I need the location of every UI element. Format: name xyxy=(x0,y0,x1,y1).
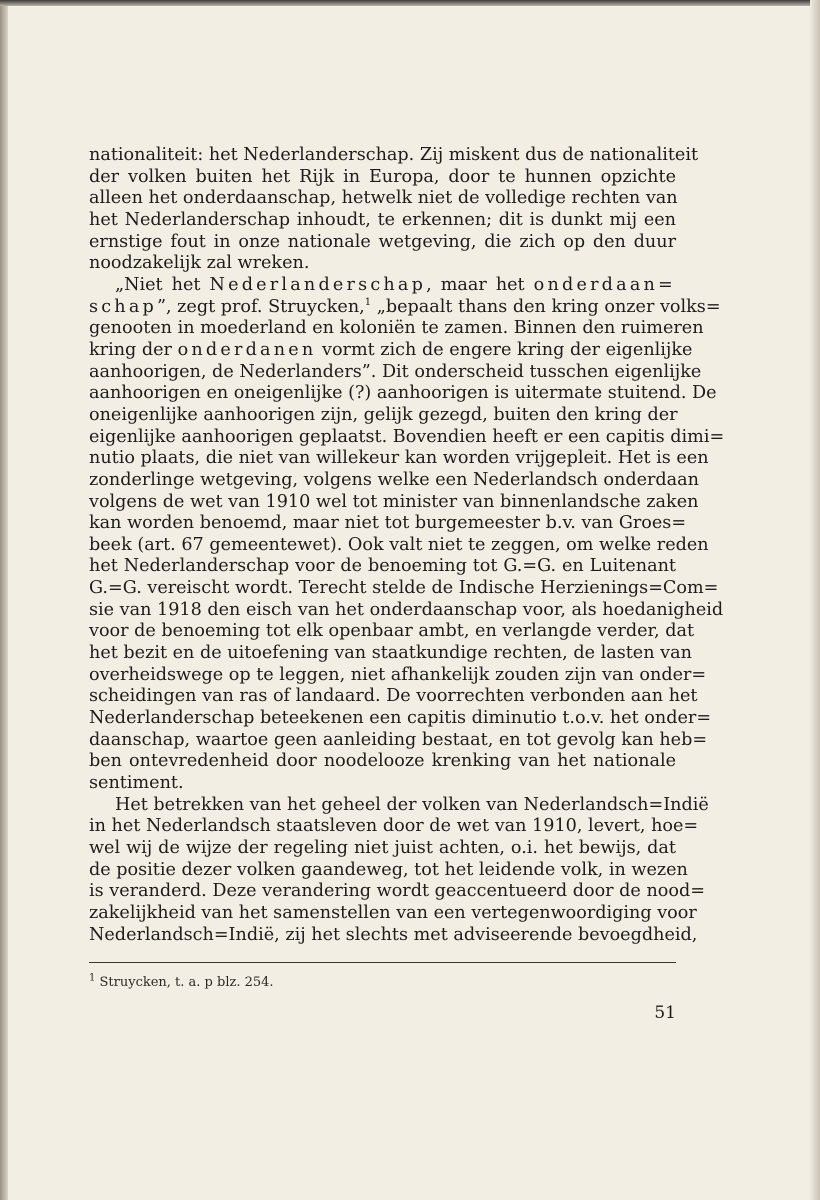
footnote-marker: 1 xyxy=(89,972,96,984)
text-line: sentiment. xyxy=(89,773,184,794)
text-line: genooten in moederland en koloniën te zamen. Binnen den ruimeren xyxy=(89,318,704,339)
text-line: nationaliteit: het Nederlanderschap. Zij miskent dus de nationaliteit xyxy=(89,145,699,165)
text-line: het Nederlanderschap voor de benoeming tot G.=G. en Luitenant xyxy=(89,556,676,577)
text-line: alleen het onderdaanschap, hetwelk niet de volledige rechten van xyxy=(89,188,678,209)
text-line: scheidingen van ras of landaard. De voorrechten verbonden aan het xyxy=(89,686,698,707)
footnote-reference: 1 xyxy=(364,296,372,308)
text-line: daanschap, waartoe geen aanleiding bestaat, en tot gevolg kan heb= xyxy=(89,729,708,750)
text-line: kan worden benoemd, maar niet tot burgemeester b.v. van Groes= xyxy=(89,513,687,534)
text-line: Nederlanderschap beteekenen een capitis diminutio t.o.v. het onder= xyxy=(89,708,712,729)
footnote xyxy=(89,972,274,990)
text-line xyxy=(89,339,693,362)
page-edge-right xyxy=(810,0,820,1200)
text-span: ”, zegt prof. Struycken, xyxy=(156,296,365,317)
text-line: G.=G. vereischt wordt. Terecht stelde de Indische Herzienings=Com= xyxy=(89,578,719,599)
page-number: 51 xyxy=(654,1003,676,1023)
text-line: beek (art. 67 gemeentewet). Ook valt niet te zeggen, om welke reden xyxy=(89,534,709,555)
page-edge-left xyxy=(0,0,8,1200)
text-line: oneigenlijke aanhoorigen zijn, gelijk gezegd, buiten den kring der xyxy=(89,404,678,425)
text-line: der volken buiten het Rijk in Europa, door te hunnen opzichte xyxy=(89,166,676,187)
text-line: volgens de wet van 1910 wel tot minister van binnenlandsche zaken xyxy=(89,491,699,512)
text-line: voor de benoeming tot elk openbaar ambt, en verlangde verder, dat xyxy=(89,621,695,642)
quote-line xyxy=(89,296,721,319)
text-line: ben ontevredenheid door noodelooze krenking van het nationale xyxy=(89,751,676,772)
text-line: de positie dezer volken gaandeweg, tot het leidende volk, in wezen xyxy=(89,859,688,880)
text-line: aanhoorigen, de Nederlanders”. Dit onderscheid tusschen eigenlijke xyxy=(89,361,702,382)
text-line: sie van 1918 den eisch van het onderdaanschap voor, als hoedanigheid xyxy=(89,599,724,620)
text-line: overheidswege op te leggen, niet afhankelijk zouden zijn van onder= xyxy=(89,664,707,685)
text-line: in het Nederlandsch staatsleven door de wet van 1910, levert, hoe= xyxy=(89,816,699,837)
spaced-term: schap xyxy=(89,296,157,317)
text-line: zakelijkheid van het samenstellen van een vertegenwoordiging voor xyxy=(89,902,697,923)
text-line: Nederlandsch=Indië, zij het slechts met adviseerende bevoegdheid, xyxy=(89,924,698,945)
text-line: aanhoorigen en oneigenlijke (?) aanhoorigen is uitermate stuitend. De xyxy=(89,383,717,404)
footnote-text: Struycken, t. a. p blz. 254. xyxy=(95,975,274,990)
text-span: „bepaalt thans den kring onzer volks= xyxy=(371,296,721,317)
quote-line xyxy=(89,275,676,297)
page-edge-top xyxy=(0,0,820,6)
text-line: noodzakelijk zal wreken. xyxy=(89,253,310,274)
text-line: zonderlinge wetgeving, volgens welke een Nederlandsch onderdaan xyxy=(89,469,699,490)
text-line: ernstige fout in onze nationale wetgeving, die zich op den duur xyxy=(89,231,676,252)
body-text xyxy=(89,145,725,946)
text-span: vormt zich de engere kring der eigenlijke xyxy=(316,339,693,360)
text-line: het Nederlanderschap inhoudt, te erkennen; dit is dunkt mij een xyxy=(89,209,676,230)
spaced-term: Nederlanderschap xyxy=(209,274,427,295)
text-line: het bezit en de uitoefening van staatkundige rechten, de lasten van xyxy=(89,643,692,664)
text-line: Het betrekken van het geheel der volken van Nederlandsch=Indië xyxy=(115,794,709,815)
text-line: is veranderd. Deze verandering wordt geaccentueerd door de nood= xyxy=(89,881,705,902)
text-line: wel wij de wijze der regeling niet juist achten, o.i. het bewijs, dat xyxy=(89,838,676,858)
text-span: „Niet het xyxy=(115,274,210,295)
text-span: kring der xyxy=(89,339,178,360)
text-line: nutio plaats, die niet van willekeur kan worden vrijgepleit. Het is een xyxy=(89,448,709,469)
spaced-term: onderdanen xyxy=(177,339,317,360)
footnote-divider xyxy=(89,962,676,963)
text-span: , maar het xyxy=(426,274,534,295)
spaced-term: onderdaan= xyxy=(533,274,676,295)
text-line: eigenlijke aanhoorigen geplaatst. Bovendien heeft er een capitis dimi= xyxy=(89,426,725,447)
